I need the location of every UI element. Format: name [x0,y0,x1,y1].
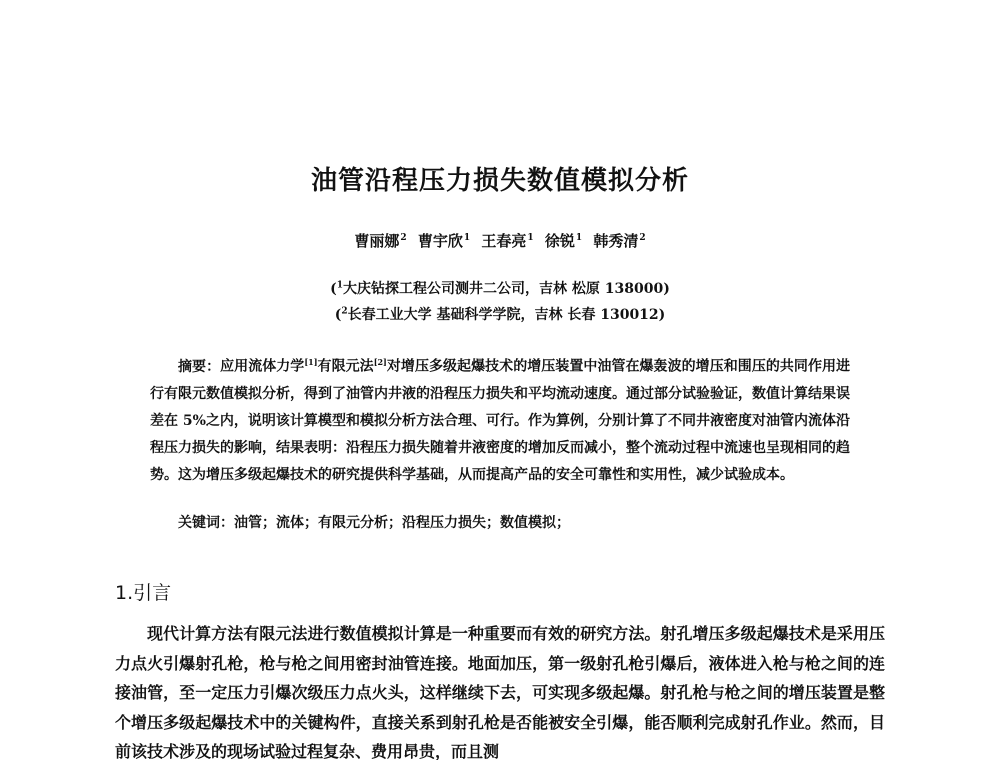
author-name: 曹丽娜$^2$ [354,232,407,250]
section-heading: 1.引言 [115,582,172,604]
author-name: 徐锐$^1$ [544,232,583,250]
abstract: 摘要：应用流体力学[1]有限元法[2]对增压多级起爆技术的增压装置中油管在爆轰波的增压和围压的共同作用进行有限元数值模拟分析，得到了油管内井液的沿程压力损失和平均流动速度。通过部分试验验证，数值计算结果误差在 5%之内，说明该计算模型和模拟分析方法合理、可行。作为算例，分别计算了不同井液密度对油管内流体沿程压力损失的影响，结果表明：沿程压力损失随着井液密度的增加反而减小，整个流动过程中流速也呈现相同的趋势。这为增压多级起爆技术的研究提供科学基础，从而提高产品的安全可靠性和实用性，减少试验成本。 [150,357,851,483]
citation-ref[interactable]: [2] [373,357,387,367]
author-list [0,230,1000,251]
author-name: 曹宇欣$^1$ [417,232,471,250]
author-name: 韩秀清$^2$ [593,232,646,250]
keywords-text: 油管；流体；有限元分析；沿程压力损失；数值模拟； [234,515,570,531]
section-paragraph: 现代计算方法有限元法进行数值模拟计算是一种重要而有效的研究方法。射孔增压多级起爆技术是采用压力点火引爆射孔枪，枪与枪之间用密封油管连接。地面加压，第一级射孔枪引爆后，液体进入枪与枪之间的连接油管，至一定压力引爆次级压力点火头，这样继续下去，可实现多级起爆。射孔枪与枪之间的增压装置是整个增压多级起爆技术中的关键构件，直接关系到射孔枪是否能被安全引爆，能否顺利完成射孔作业。然而，目前该技术涉及的现场试验过程复杂、费用昂贵，而且测 [115,624,885,760]
author-name: 王春亮$^1$ [481,232,534,250]
keywords [178,512,570,532]
citation-ref[interactable]: [1] [304,357,318,367]
keywords-label: 关键词： [178,515,234,531]
abstract-label: 摘要： [178,358,221,375]
affiliation-1: ($^1$大庆钻探工程公司测井二公司，吉林 松原 138000) [330,280,670,297]
paper-title: 油管沿程压力损失数值模拟分析 [310,166,689,196]
affiliation-2: ($^2$长春工业大学 基础科学学院，吉林 长春 130012) [334,306,666,323]
